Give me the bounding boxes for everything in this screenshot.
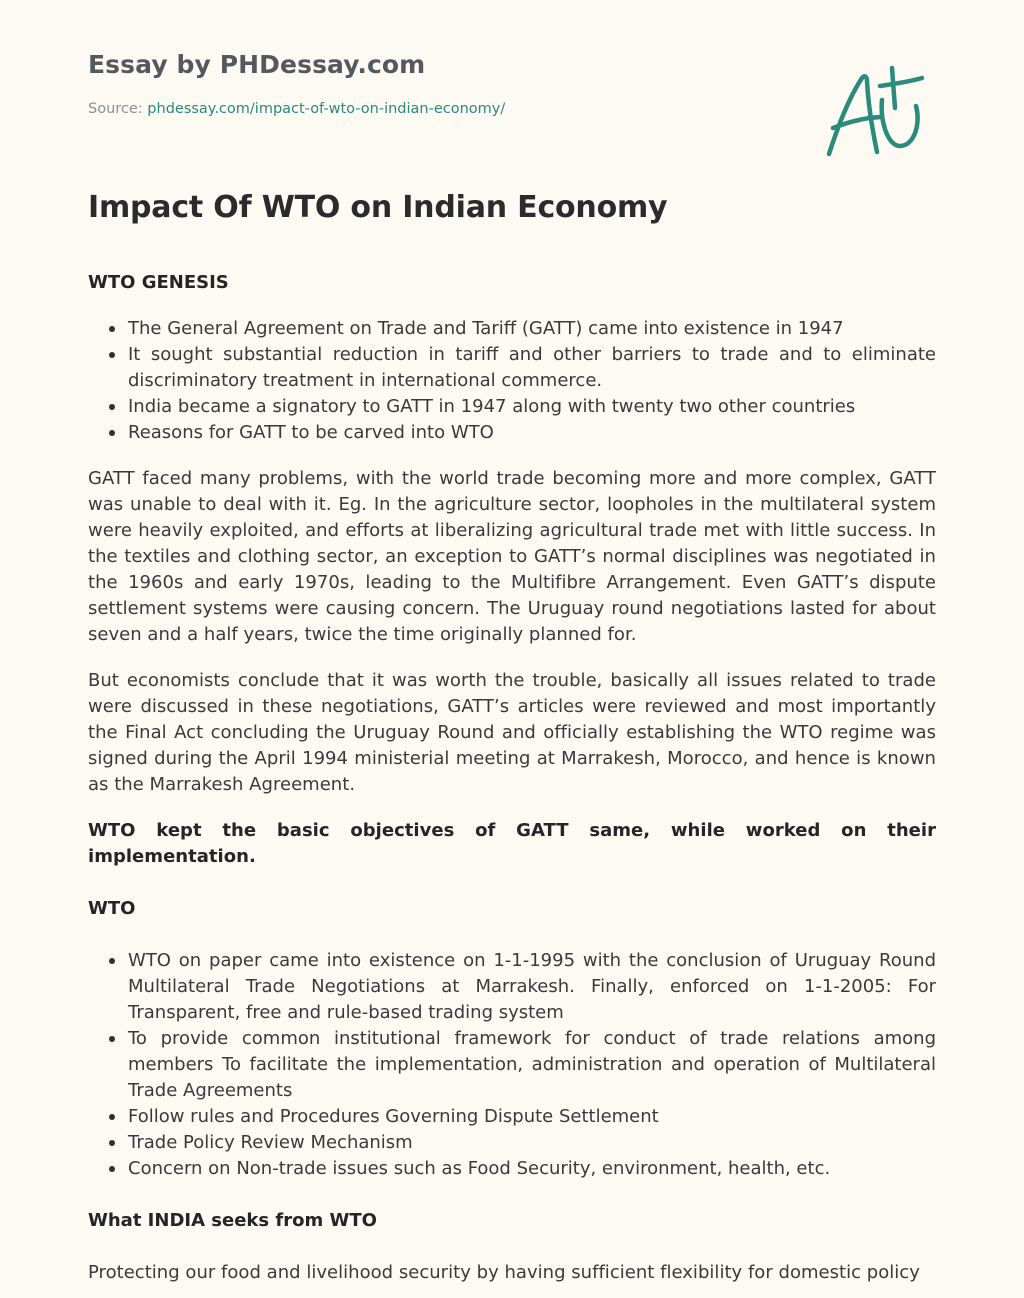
source-link[interactable]: phdessay.com/impact-of-wto-on-indian-economy/ (147, 101, 506, 117)
paragraph-india-seeks: Protecting our food and livelihood security by having sufficient flexibility for domestic policy (88, 1262, 920, 1283)
list-item: India became a signatory to GATT in 1947 along with twenty two other countries (128, 394, 936, 420)
source-line (88, 101, 505, 117)
essay-title: Impact Of WTO on Indian Economy (88, 190, 668, 225)
genesis-bullet-list (88, 316, 936, 446)
wto-bullet-list (88, 948, 936, 1182)
list-item: Follow rules and Procedures Governing Dispute Settlement (128, 1104, 936, 1130)
section-heading-genesis: WTO GENESIS (88, 272, 229, 293)
list-item: Reasons for GATT to be carved into WTO (128, 420, 936, 446)
list-item: WTO on paper came into existence on 1-1-1995 with the conclusion of Uruguay Round Multilateral Trade Negotiations at Marrakesh. Finally, enforced on 1-1-2005: For Transparent, free and rule-based trading system (128, 948, 936, 1026)
site-brand[interactable]: Essay by PHDessay.com (88, 50, 426, 79)
section-heading-wto: WTO (88, 898, 136, 919)
essay-body (88, 270, 936, 1286)
paragraph-gatt-problems: GATT faced many problems, with the world trade becoming more and more complex, GATT was unable to deal with it. Eg. In the agriculture sector, loopholes in the multilateral system were heavily exploited, and efforts at liberalizing agricultural trade met with little success. In the textiles and clothing sector, an exception to GATT’s normal disciplines was negotiated in the 1960s and early 1970s, leading to the Multifibre Arrangement. Even GATT’s dispute settlement systems were causing concern. The Uruguay round negotiations lasted for about seven and a half years, twice the time originally planned for. (88, 468, 936, 645)
source-label: Source: (88, 101, 143, 117)
paragraph-marrakesh: But economists conclude that it was worth the trouble, basically all issues related to trade were discussed in these negotiations, GATT’s articles were reviewed and most importantly the Final Act concluding the Uruguay Round and officially establishing the WTO regime was signed during the April 1994 ministerial meeting at Marrakesh, Morocco, and hence is known as the Marrakesh Agreement. (88, 670, 936, 795)
list-item: It sought substantial reduction in tariff and other barriers to trade and to eliminate discriminatory treatment in international commerce. (128, 342, 936, 394)
list-item: To provide common institutional framework for conduct of trade relations among members To facilitate the implementation, administration and operation of Multilateral Trade Agreements (128, 1026, 936, 1104)
a-plus-grade-icon (820, 62, 932, 162)
section-heading-india: What INDIA seeks from WTO (88, 1210, 377, 1231)
list-item: Trade Policy Review Mechanism (128, 1130, 936, 1156)
list-item: The General Agreement on Trade and Tariff (GATT) came into existence in 1947 (128, 316, 936, 342)
list-item: Concern on Non-trade issues such as Food Security, environment, health, etc. (128, 1156, 936, 1182)
bold-statement: WTO kept the basic objectives of GATT same, while worked on their implementation. (88, 820, 936, 867)
